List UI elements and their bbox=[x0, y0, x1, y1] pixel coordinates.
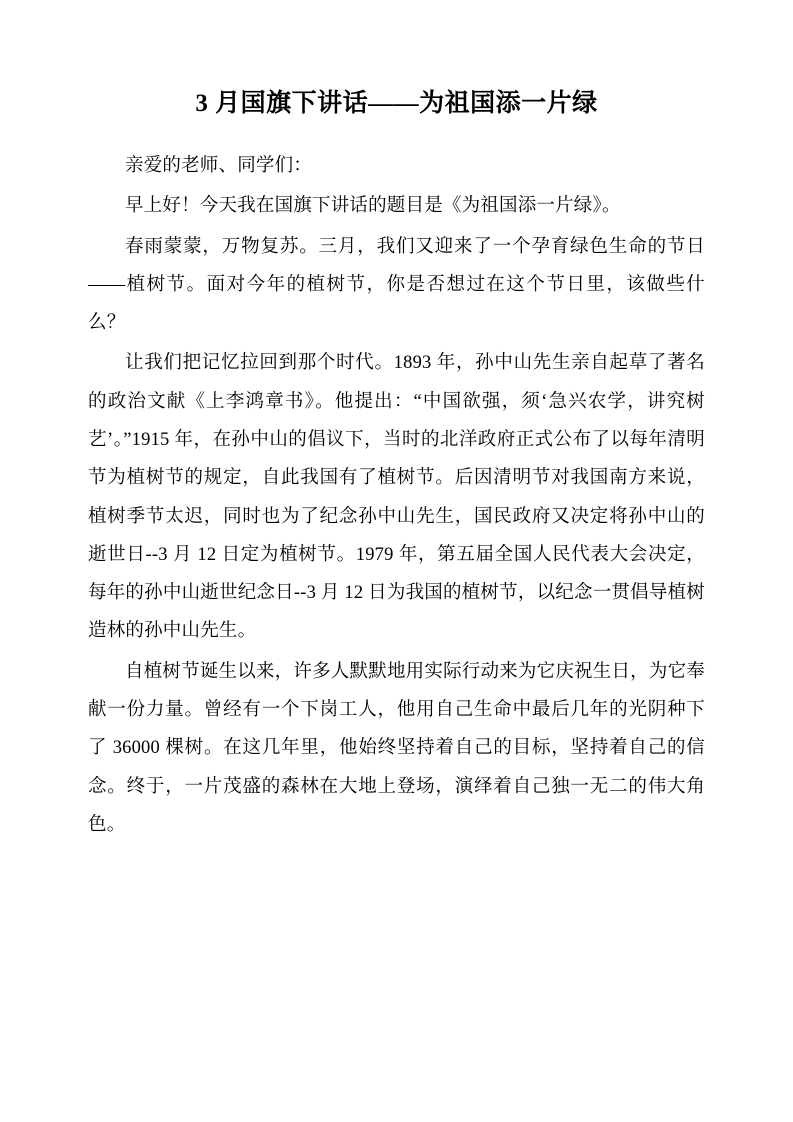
page-title: 3 月国旗下讲话——为祖国添一片绿 bbox=[195, 90, 598, 117]
paragraph-greeting: 早上好！今天我在国旗下讲话的题目是《为祖国添一片绿》。 bbox=[125, 196, 621, 217]
paragraph-history: 让我们把记忆拉回到那个时代。1893 年，孙中山先生亲自起草了著名的政治文献《上李鸿章书》。他提出：“中国欲强，须‘急兴农学，讲究树艺’。”1915 年，在孙中山的倡议下，当时的北洋政府正式公布了以每年清明节为植树节的规定，自此我国有了植树节。后因清明节对我国南方来说，植树季节太迟，同时也为了纪念孙中山先生，国民政府又决定将孙中山的逝世日--3 月 12 日定为植树节。1979 年，第五届全国人民代表大会决定，每年的孙中山逝世纪念日--3 月 12 日为我国的植树节，以纪念一贯倡导植树造林的孙中山先生。 bbox=[88, 353, 705, 642]
paragraph-salutation: 亲爱的老师、同学们： bbox=[125, 156, 313, 176]
paragraph-story: 自植树节诞生以来，许多人默默地用实际行动来为它庆祝生日，为它奉献一份力量。曾经有一个下岗工人，他用自己生命中最后几年的光阴种下了 36000 棵树。在这几年里，他始终坚持着自己的目标，坚持着自己的信念。终于，一片茂盛的森林在大地上登场，演绎着自己独一无二的伟大角色。 bbox=[88, 661, 705, 835]
paragraph-spring: 春雨蒙蒙，万物复苏。三月，我们又迎来了一个孕育绿色生命的节日——植树节。面对今年的植树节，你是否想过在这个节日里，该做些什么？ bbox=[88, 236, 705, 334]
document-body bbox=[88, 147, 705, 844]
